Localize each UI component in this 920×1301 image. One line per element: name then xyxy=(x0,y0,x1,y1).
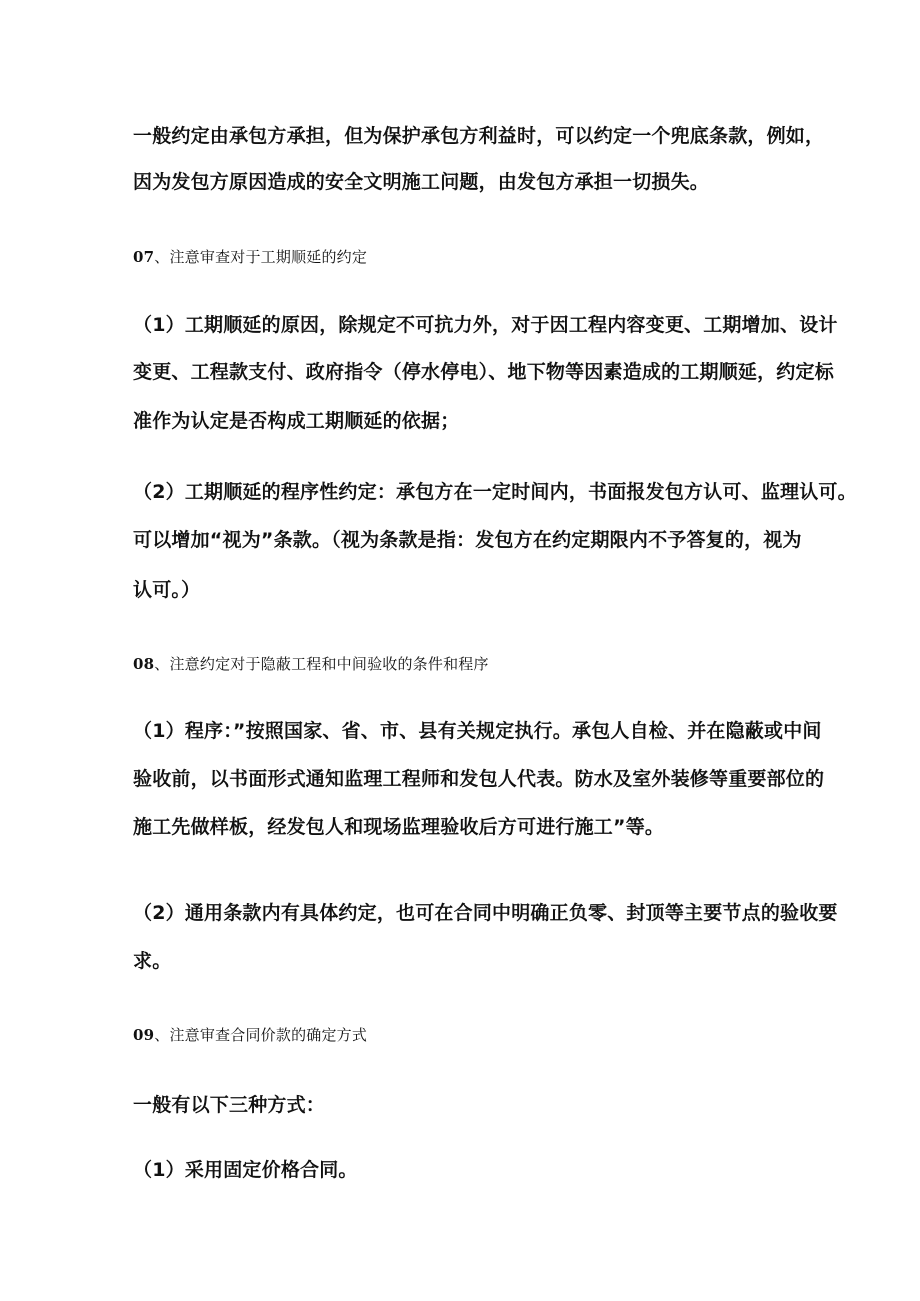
section-09-title: 、注意审查合同价款的确定方式 xyxy=(154,1026,368,1044)
section-07-heading xyxy=(133,247,367,267)
section-07-p2-line-2: 可以增加“视为”条款。（视为条款是指：发包方在约定期限内不予答复的，视为 xyxy=(133,529,802,551)
section-08-p1-line-3: 施工先做样板，经发包人和现场监理验收后方可进行施工”等。 xyxy=(133,816,665,838)
section-07-number: 07 xyxy=(133,248,155,266)
section-08-p1-line-2: 验收前，以书面形式通知监理工程师和发包人代表。防水及室外装修等重要部位的 xyxy=(133,768,825,790)
intro-line-2: 因为发包方原因造成的安全文明施工问题，由发包方承担一切损失。 xyxy=(133,171,710,193)
section-08-p2-line-1: （2）通用条款内有具体约定，也可在合同中明确正负零、封顶等主要节点的验收要 xyxy=(133,902,838,924)
section-09-heading xyxy=(133,1025,367,1045)
section-08-title: 、注意约定对于隐蔽工程和中间验收的条件和程序 xyxy=(154,655,489,673)
section-07-p1-line-1: （1）工期顺延的原因，除规定不可抗力外，对于因工程内容变更、工期增加、设计 xyxy=(133,314,838,336)
section-07-p1-line-2: 变更、工程款支付、政府指令（停水停电）、地下物等因素造成的工期顺延，约定标 xyxy=(133,361,834,383)
section-08-p1-line-1: （1）程序：”按照国家、省、市、县有关规定执行。承包人自检、并在隐蔽或中间 xyxy=(133,720,822,742)
section-09-item-1: （1）采用固定价格合同。 xyxy=(133,1159,358,1181)
section-08-number: 08 xyxy=(133,655,155,673)
section-07-p2-line-1: （2）工期顺延的程序性约定：承包方在一定时间内，书面报发包方认可、监理认可。 xyxy=(133,481,857,503)
section-08-heading xyxy=(133,654,489,674)
section-08-p2-line-2: 求。 xyxy=(133,950,172,972)
section-07-p2-line-3: 认可。） xyxy=(133,579,201,601)
section-07-title: 、注意审查对于工期顺延的约定 xyxy=(154,248,368,266)
section-09-intro: 一般有以下三种方式： xyxy=(133,1094,326,1116)
intro-line-1: 一般约定由承包方承担，但为保护承包方利益时，可以约定一个兜底条款，例如， xyxy=(133,125,825,147)
section-07-p1-line-3: 准作为认定是否构成工期顺延的依据； xyxy=(133,410,460,432)
section-09-number: 09 xyxy=(133,1026,155,1044)
